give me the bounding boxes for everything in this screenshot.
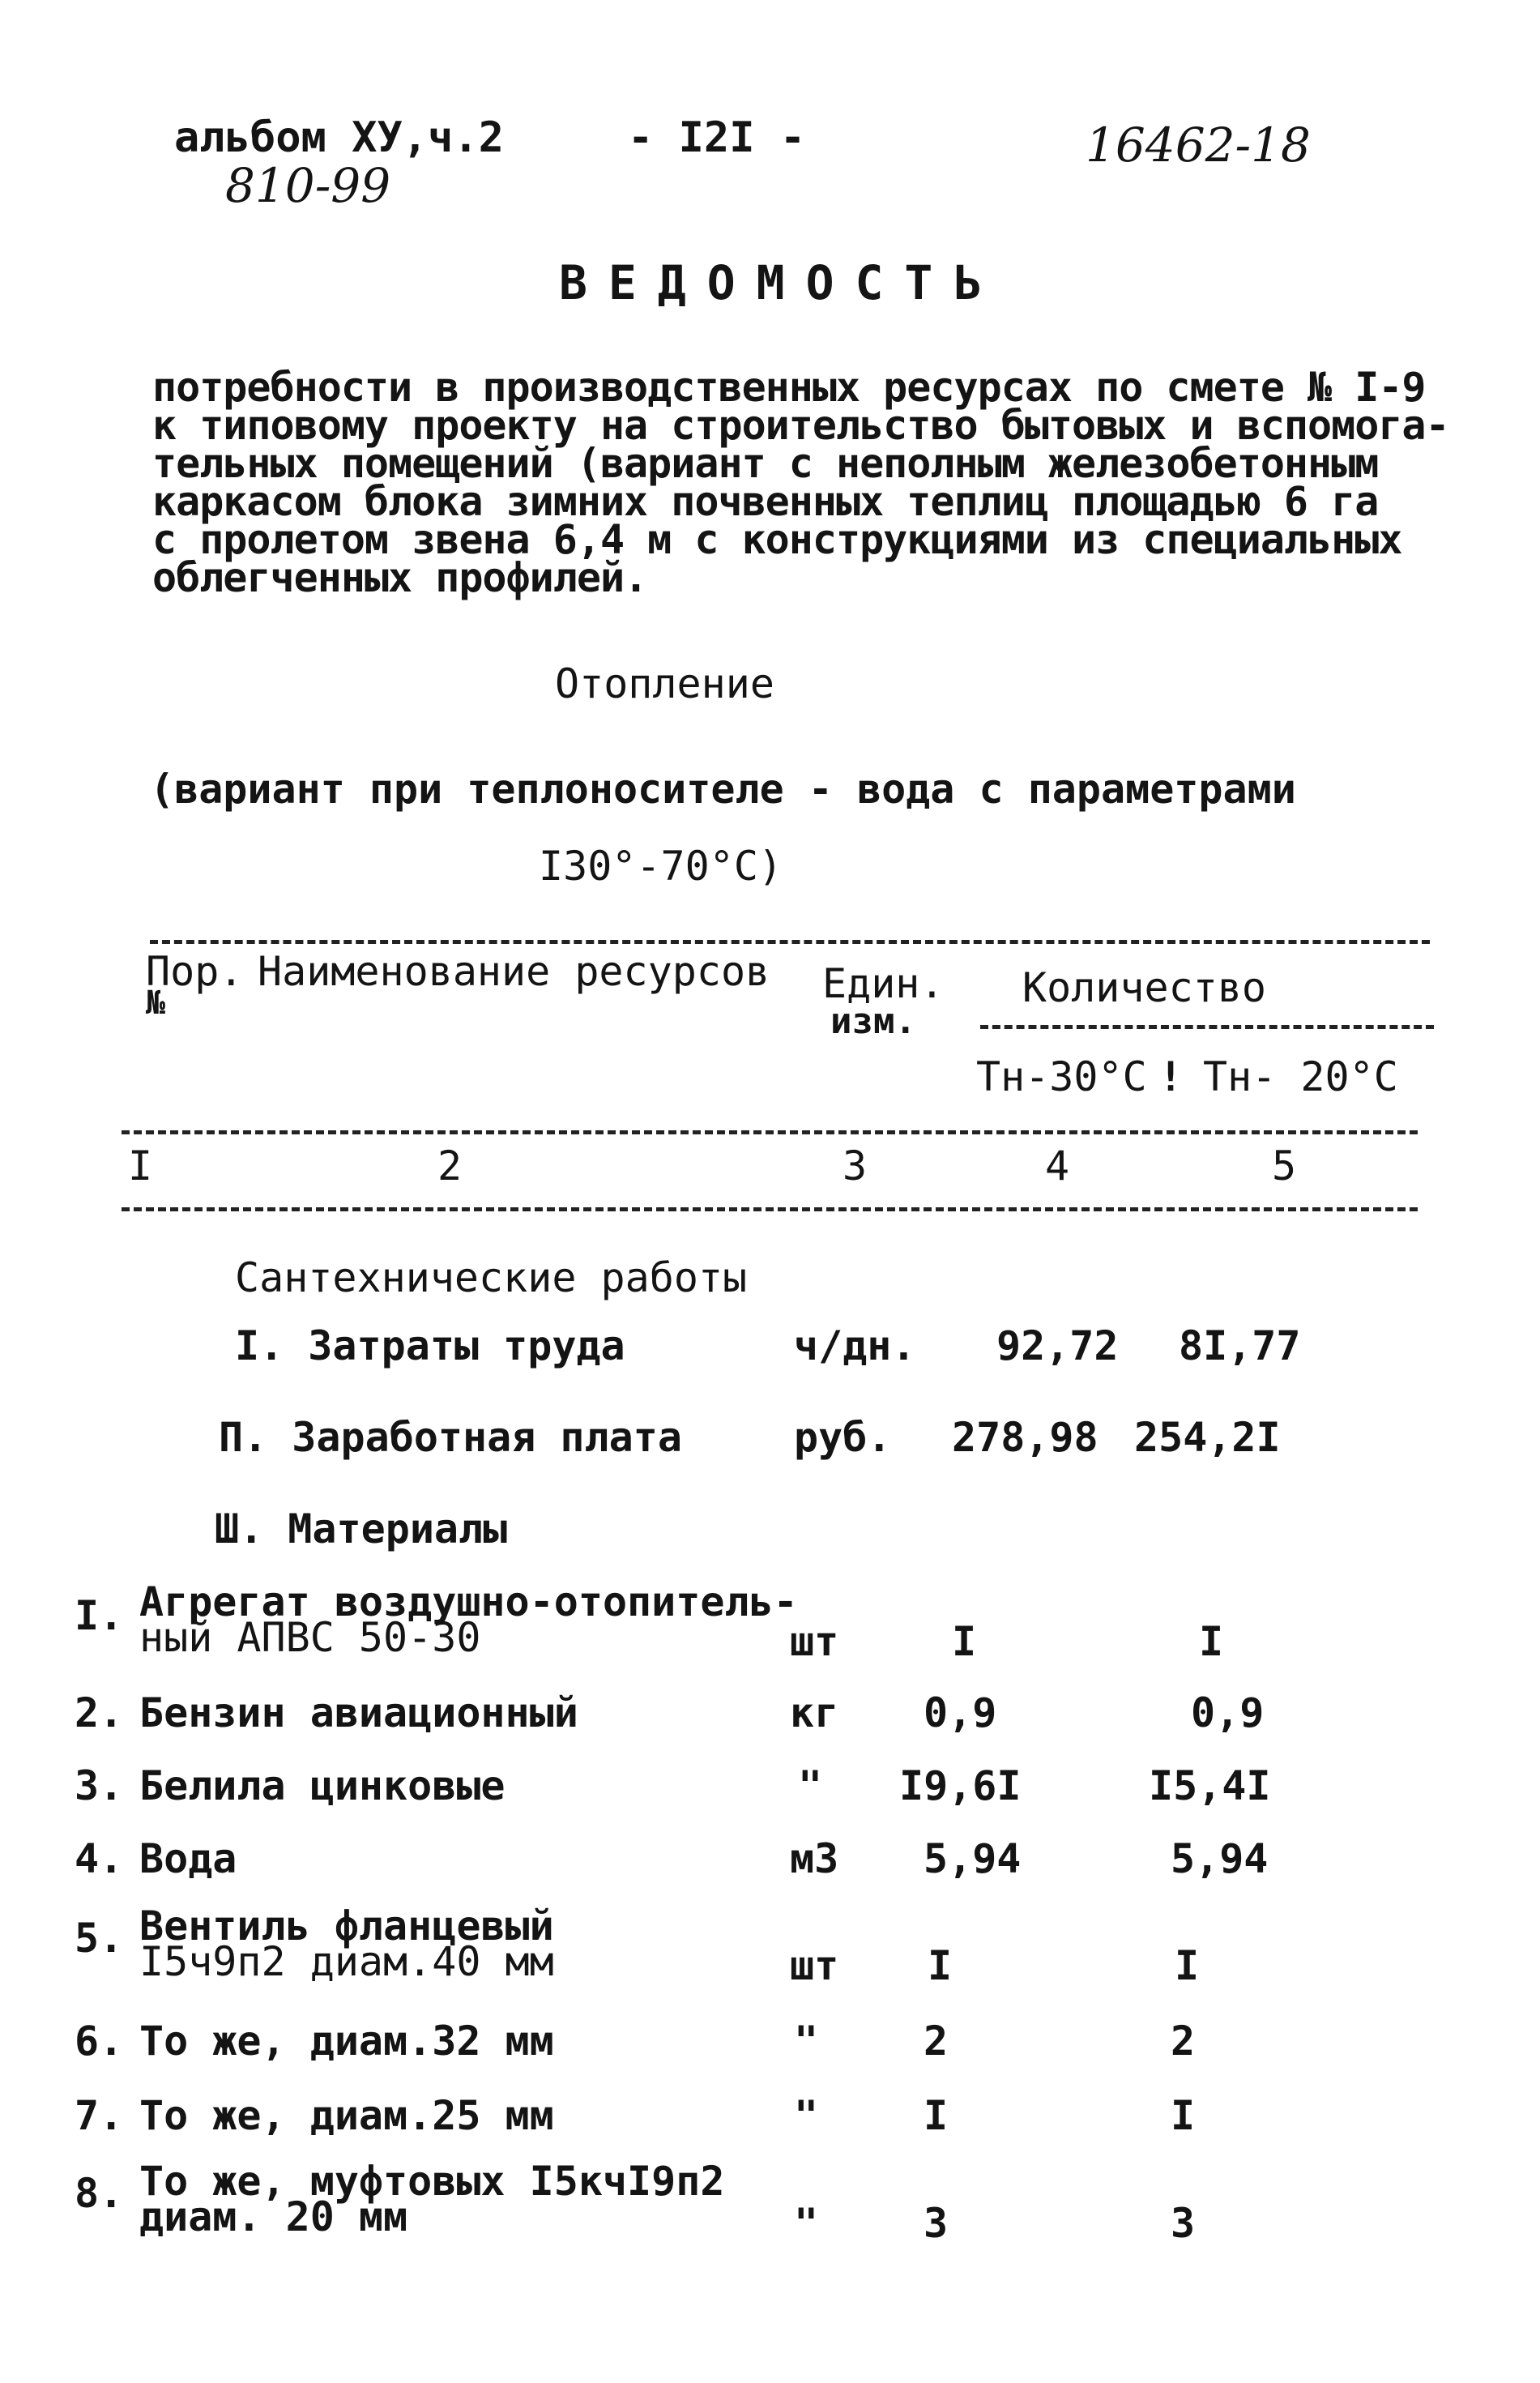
row-label: П. Заработная плата — [219, 1414, 682, 1461]
item-value-a: I — [952, 1618, 977, 1665]
materials-title: Ш. Материалы — [215, 1505, 508, 1552]
item-unit: шт — [790, 1618, 839, 1665]
item-name-line1: Агрегат воздушно-отопитель- — [139, 1578, 798, 1625]
list-item — [0, 2092, 1540, 2157]
item-number: 7. — [75, 2092, 124, 2139]
page-number: - I2I - — [628, 113, 806, 162]
item-value-b: 2 — [1171, 2018, 1196, 2065]
item-value-b: I — [1175, 1942, 1200, 1989]
list-item — [0, 2158, 1540, 2247]
row-unit: руб. — [794, 1414, 892, 1461]
col-qty-separator: ! — [1158, 1053, 1184, 1100]
item-value-a: 0,9 — [924, 1689, 997, 1736]
row-label: I. Затраты труда — [235, 1322, 625, 1369]
item-name: Бензин авиационный — [139, 1689, 578, 1736]
row-value-b: 8I,77 — [1179, 1322, 1301, 1369]
intro-line: с пролетом звена 6,4 м с конструкциями из специальных — [152, 516, 1402, 563]
item-name — [139, 2158, 725, 2240]
item-unit: шт — [790, 1942, 839, 1989]
item-unit: " — [794, 2092, 819, 2139]
item-value-a: I9,6I — [899, 1762, 1022, 1809]
item-name-line2: диам. 20 мм — [139, 2193, 408, 2240]
item-value-b: I — [1199, 1618, 1224, 1665]
item-unit: " — [794, 2200, 819, 2247]
table-row — [0, 1414, 1540, 1479]
item-value-a: I — [928, 1942, 953, 1989]
item-unit: " — [794, 2018, 819, 2065]
list-item — [0, 1835, 1540, 1900]
col-qty-minus20: Тн- 20°С — [1203, 1053, 1398, 1100]
col-number-label: Пор. — [146, 948, 244, 995]
item-value-a: 2 — [924, 2018, 949, 2065]
item-unit: " — [798, 1762, 823, 1809]
col-number-1: I — [128, 1142, 153, 1189]
item-name-line1: То же, муфтовых I5кчI9п2 — [139, 2158, 725, 2205]
col-number-5: 5 — [1272, 1142, 1297, 1189]
item-value-b: I5,4I — [1149, 1762, 1271, 1809]
item-value-a: I — [924, 2092, 949, 2139]
item-name: То же, диам.25 мм — [139, 2092, 554, 2139]
list-item — [0, 1689, 1540, 1754]
col-number-sign: № — [146, 984, 166, 1022]
handwritten-document-number: 16462-18 — [1086, 117, 1311, 173]
list-item — [0, 1903, 1540, 1989]
item-name: То же, диам.32 мм — [139, 2018, 554, 2065]
col-number-2: 2 — [437, 1142, 463, 1189]
col-number-4: 4 — [1045, 1142, 1070, 1189]
item-number: 3. — [75, 1762, 124, 1809]
item-number: 6. — [75, 2018, 124, 2065]
numbers-bottom-rule — [122, 1207, 1418, 1211]
item-number: I. — [75, 1592, 124, 1639]
item-number: 2. — [75, 1689, 124, 1736]
col-unit-label-2: изм. — [830, 1001, 916, 1042]
item-value-a: 3 — [924, 2200, 949, 2247]
list-item — [0, 1578, 1540, 1665]
row-unit: ч/дн. — [794, 1322, 916, 1369]
col-quantity-label: Количество — [1022, 964, 1267, 1011]
item-name-line2: ный АПВС 50-30 — [139, 1614, 481, 1661]
table-row — [0, 1322, 1540, 1387]
item-name-line1: Вентиль фланцевый — [139, 1903, 554, 1950]
album-reference: альбом ХУ,ч.2 — [174, 113, 504, 162]
document-title: ВЕДОМОСТЬ — [559, 255, 1004, 310]
row-value-a: 278,98 — [952, 1414, 1098, 1461]
item-name: Белила цинковые — [139, 1762, 506, 1809]
intro-line: тельных помещений (вариант с неполным железобетонным — [152, 440, 1379, 487]
item-name-line2: I5ч9п2 диам.40 мм — [139, 1938, 554, 1985]
variant-parameters: I30°-70°С) — [539, 843, 783, 890]
item-value-a: 5,94 — [924, 1835, 1022, 1882]
handwritten-project-code: 810-99 — [225, 158, 391, 213]
variant-line: (вариант при теплоносителе - вода с параметрами — [150, 766, 1296, 813]
item-value-b: 3 — [1171, 2200, 1196, 2247]
group-title: Сантехнические работы — [235, 1254, 748, 1301]
intro-line: к типовому проекту на строительство бытовых и вспомога- — [152, 402, 1449, 449]
item-number: 4. — [75, 1835, 124, 1882]
item-name — [139, 1903, 554, 1985]
item-value-b: I — [1171, 2092, 1196, 2139]
table-top-rule — [150, 940, 1430, 944]
col-number-3: 3 — [843, 1142, 868, 1189]
list-item — [0, 2018, 1540, 2082]
item-name: Вода — [139, 1835, 237, 1882]
intro-line: облегченных профилей. — [152, 554, 648, 601]
list-item — [0, 1762, 1540, 1827]
item-unit: кг — [790, 1689, 839, 1736]
item-value-b: 5,94 — [1171, 1835, 1269, 1882]
header-bottom-rule — [122, 1130, 1418, 1134]
row-value-a: 92,72 — [996, 1322, 1119, 1369]
item-unit: м3 — [790, 1835, 839, 1882]
quantity-rule — [980, 1025, 1434, 1029]
row-value-b: 254,2I — [1134, 1414, 1281, 1461]
item-name — [139, 1578, 798, 1661]
col-qty-minus30: Тн-30°С — [976, 1053, 1147, 1100]
item-value-b: 0,9 — [1191, 1689, 1265, 1736]
intro-line: каркасом блока зимних почвенных теплиц площадью 6 га — [152, 478, 1379, 525]
col-unit-label: Един. — [822, 960, 945, 1007]
item-number: 8. — [75, 2170, 124, 2217]
intro-paragraph — [152, 364, 1449, 601]
col-name-label: Наименование ресурсов — [258, 948, 770, 995]
section-title: Отопление — [555, 660, 774, 707]
item-number: 5. — [75, 1915, 124, 1962]
intro-line: потребности в производственных ресурсах по смете № I-9 — [152, 364, 1426, 411]
